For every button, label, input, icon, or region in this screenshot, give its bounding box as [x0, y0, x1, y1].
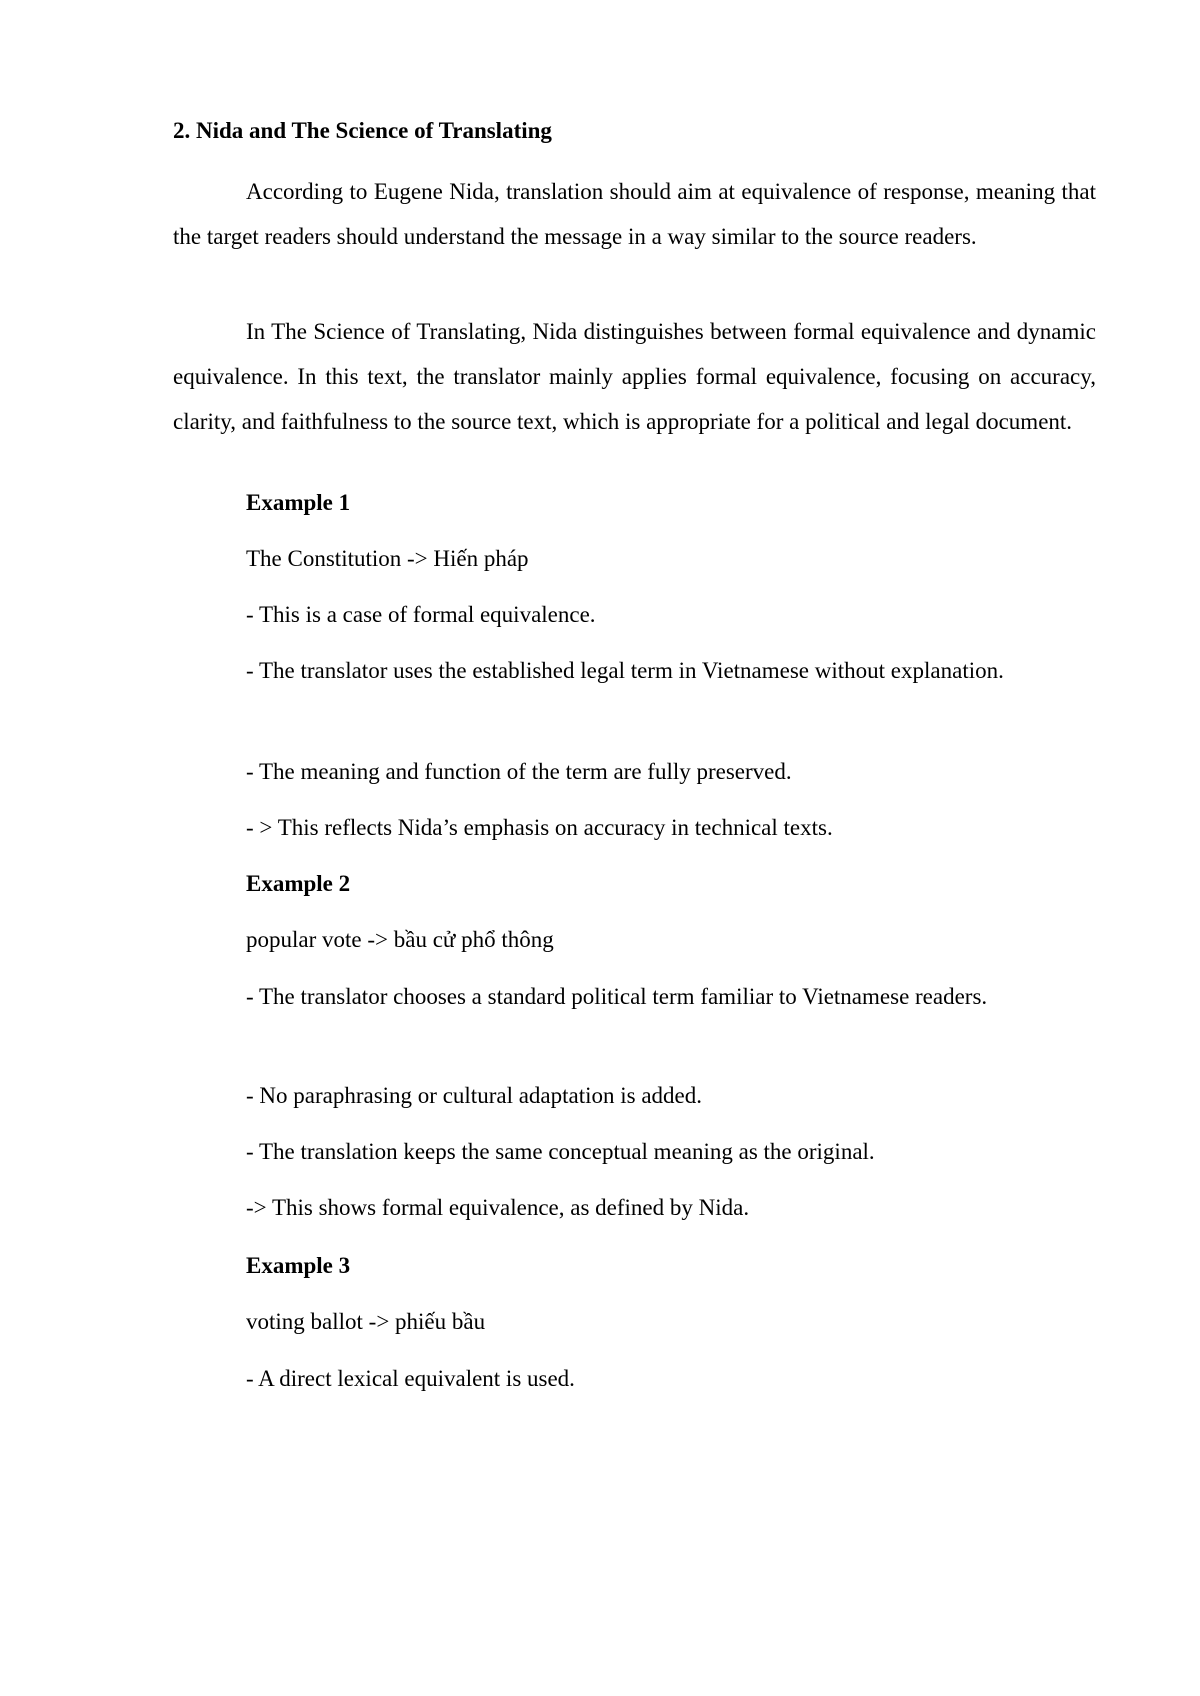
example-1-point: - This is a case of formal equivalence.: [246, 602, 596, 627]
example-2-conclusion: -> This shows formal equivalence, as defined by Nida.: [246, 1195, 750, 1220]
paragraph-equivalence-of-response: According to Eugene Nida, translation should aim at equivalence of response, meaning that the target readers should understand the message in a way similar to the source readers.: [173, 179, 1096, 249]
example-1-point: - The meaning and function of the term are fully preserved.: [246, 759, 792, 784]
example-3-heading: Example 3: [246, 1253, 351, 1278]
example-2-point: - The translator chooses a standard political term familiar to Vietnamese readers.: [246, 984, 988, 1009]
example-2-heading: Example 2: [246, 871, 351, 896]
example-1-heading: Example 1: [246, 490, 351, 515]
example-2-term: popular vote -> bầu cử phổ thông: [246, 927, 554, 952]
example-1-conclusion: - > This reflects Nida’s emphasis on accuracy in technical texts.: [246, 815, 833, 840]
example-3-term: voting ballot -> phiếu bầu: [246, 1309, 486, 1334]
example-2-point: - The translation keeps the same conceptual meaning as the original.: [246, 1139, 875, 1164]
example-1-term: The Constitution -> Hiến pháp: [246, 546, 529, 571]
section-title: 2. Nida and The Science of Translating: [173, 118, 552, 143]
paragraph-formal-dynamic-equivalence: In The Science of Translating, Nida distinguishes between formal equivalence and dynamic equivalence. In this text, the translator mainly applies formal equivalence, focusing on accuracy, clarity, and faithfulness to the source text, which is appropriate for a political and legal document.: [173, 319, 1096, 434]
example-1-point: - The translator uses the established legal term in Vietnamese without explanation.: [246, 658, 1004, 683]
example-3-point: - A direct lexical equivalent is used.: [246, 1366, 575, 1391]
example-2-point: - No paraphrasing or cultural adaptation is added.: [246, 1083, 703, 1108]
